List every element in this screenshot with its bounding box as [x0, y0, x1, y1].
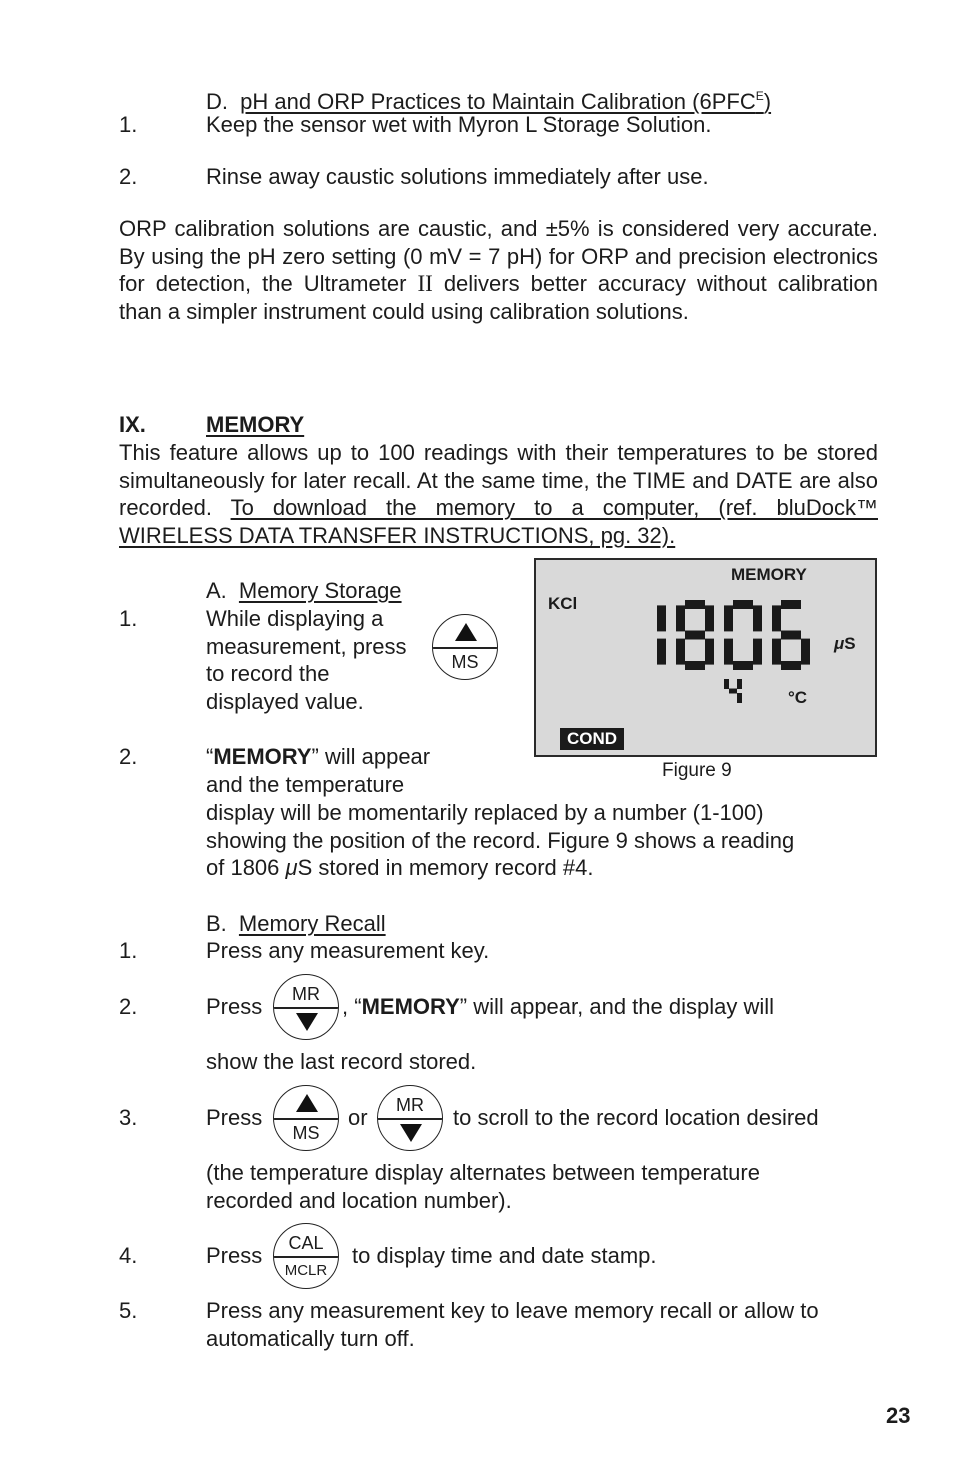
lcd-record-digit-1-segment-f	[724, 679, 729, 689]
cal-mclr-key-icon[interactable]	[273, 1223, 339, 1289]
lcd-digit-3-segment-a	[733, 600, 753, 609]
memory-recall-title: Memory Recall	[238, 911, 386, 936]
ms-key-label: MS	[292, 1123, 320, 1143]
lcd-memory-indicator: MEMORY	[731, 565, 807, 584]
list-item-number: 1.	[119, 112, 138, 137]
down-arrow-icon	[400, 1124, 422, 1142]
lcd-digit-1	[657, 605, 666, 664]
lcd-record-number-digit	[722, 676, 748, 710]
mclr-key-label: MCLR	[284, 1262, 328, 1279]
memory-recall-heading: B. Memory Recall	[206, 911, 386, 936]
lcd-digit-2-segment-c	[705, 639, 714, 665]
lcd-digit-3-segment-b	[753, 605, 762, 631]
memory-storage-title: Memory Storage	[238, 578, 402, 603]
lcd-digit-3	[724, 600, 762, 670]
list-item-text: Rinse away caustic solutions immediately after use.	[206, 164, 709, 189]
ms-key-icon[interactable]	[273, 1085, 339, 1151]
list-item-number: 4.	[119, 1243, 138, 1268]
page-number: 23	[886, 1403, 911, 1428]
mr-key-label: MR	[396, 1095, 424, 1115]
lcd-record-digit-1	[724, 679, 742, 703]
recall-step3-text: to scroll to the record location desired	[453, 1105, 819, 1130]
recall-step2-press: Press	[206, 994, 263, 1019]
storage-step2-line: showing the position of the record. Figure 9 shows a reading	[206, 828, 795, 853]
list-item-number: 5.	[119, 1298, 138, 1323]
lcd-temperature-unit: °C	[788, 688, 808, 707]
lcd-digit-2-segment-g	[685, 631, 705, 640]
ms-key-label: MS	[451, 652, 479, 672]
recall-step2-line2: show the last record stored.	[206, 1049, 477, 1074]
lcd-record-digit-1-segment-c	[737, 693, 742, 703]
lcd-digit-3-segment-d	[733, 661, 753, 670]
ms-key-icon[interactable]	[432, 614, 498, 680]
list-item-number: 2.	[119, 994, 138, 1019]
storage-step1-line: While displaying a	[206, 606, 384, 631]
recall-step4-press: Press	[206, 1243, 263, 1268]
mr-key-icon[interactable]	[377, 1085, 443, 1151]
storage-step1-line: measurement, press	[206, 634, 407, 659]
lcd-digit-1-segment-b	[657, 605, 666, 631]
lcd-unit-indicator: μS	[834, 634, 856, 653]
lcd-display-figure	[534, 558, 877, 757]
section-d-title: pH and ORP Practices to Maintain Calibration $(6PFC^E)$	[240, 89, 772, 114]
memory-intro-paragraph: This feature allows up to 100 readings with their temperatures to be stored simultaneously for later recall. At the same time, the TIME and DATE are also recorded. To download the memory to a computer, (ref. bluDock™ WIRELESS DATA TRANSFER INSTRUCTIONS, pg. 32).	[119, 440, 878, 548]
lcd-digit-4-segment-a	[781, 600, 801, 609]
storage-step2-line: of 1806 μS stored in memory record #4.	[206, 855, 594, 880]
lcd-digit-4-segment-c	[801, 639, 810, 665]
list-item-number: 2.	[119, 164, 138, 189]
lcd-cond-mode-badge: COND	[560, 728, 624, 750]
lcd-digit-2-segment-a	[685, 600, 705, 609]
mr-key-icon[interactable]	[273, 974, 339, 1040]
lcd-digit-2-segment-b	[705, 605, 714, 631]
recall-step2-text: , “MEMORY” will appear, and the display will	[342, 994, 775, 1019]
storage-step2-line: display will be momentarily replaced by a number (1-100)	[206, 800, 764, 825]
lcd-digit-2-segment-e	[676, 639, 685, 665]
memory-storage-heading: A. Memory Storage	[206, 578, 402, 603]
lcd-main-reading-digits	[626, 600, 816, 680]
orp-paragraph: ORP calibration solutions are caustic, and ±5% is considered very accurate. By using the pH zero setting (0 mV = 7 pH) for ORP and precision electronics for detection, the Ultrameter II delivers better accuracy without calibration than a simpler instrument could using calibration solutions.	[119, 216, 878, 324]
storage-step1-line: to record the	[206, 661, 330, 686]
down-arrow-icon	[296, 1013, 318, 1031]
lcd-digit-4	[772, 600, 810, 670]
list-item-text: Keep the sensor wet with Myron L Storage Solution.	[206, 112, 712, 137]
list-item-number: 3.	[119, 1105, 138, 1130]
download-reference-link[interactable]: To download the memory to a computer, (ref. bluDock™ WIRELESS DATA TRANSFER INSTRUCTIONS, pg. 32).	[119, 495, 878, 548]
lcd-kcl-indicator: KCl	[548, 594, 578, 613]
recall-step3-line3: recorded and location number).	[206, 1188, 512, 1213]
up-arrow-icon	[296, 1094, 318, 1112]
recall-step3-line2: (the temperature display alternates between temperature	[206, 1160, 760, 1185]
up-arrow-icon	[455, 623, 477, 641]
lcd-digit-4-segment-f	[772, 605, 781, 631]
lcd-digit-2	[676, 600, 714, 670]
lcd-digit-2-segment-d	[685, 661, 705, 670]
recall-step3-press: Press	[206, 1105, 263, 1130]
recall-step5-line1: Press any measurement key to leave memory recall or allow to	[206, 1298, 819, 1323]
mr-key-label: MR	[292, 984, 320, 1004]
cal-key-label: CAL	[288, 1233, 324, 1253]
list-item-number: 1.	[119, 606, 138, 631]
lcd-record-digit-1-segment-g	[729, 689, 737, 694]
recall-step5-line2: automatically turn off.	[206, 1326, 415, 1351]
section-ix-numeral: IX.	[119, 412, 146, 437]
recall-step3-or: or	[348, 1105, 368, 1130]
lcd-digit-3-segment-c	[753, 639, 762, 665]
lcd-record-digit-1-segment-b	[737, 679, 742, 689]
lcd-digit-3-segment-e	[724, 639, 733, 665]
figure-caption: Figure 9	[662, 760, 732, 781]
lcd-digit-4-segment-g	[781, 631, 801, 640]
lcd-digit-4-segment-e	[772, 639, 781, 665]
storage-step1-line: displayed value.	[206, 689, 364, 714]
lcd-digit-4-segment-d	[781, 661, 801, 670]
storage-step2-line: and the temperature	[206, 772, 405, 797]
section-d-prefix: D.	[206, 89, 228, 114]
section-ix-title: MEMORY	[206, 412, 305, 437]
lcd-digit-3-segment-f	[724, 605, 733, 631]
list-item-number: 2.	[119, 744, 138, 769]
storage-step2-line: “MEMORY” will appear	[206, 744, 431, 769]
lcd-digit-1-segment-c	[657, 639, 666, 665]
recall-step1-text: Press any measurement key.	[206, 938, 490, 963]
recall-step4-text: to display time and date stamp.	[352, 1243, 657, 1268]
lcd-digit-2-segment-f	[676, 605, 685, 631]
list-item-number: 1.	[119, 938, 138, 963]
